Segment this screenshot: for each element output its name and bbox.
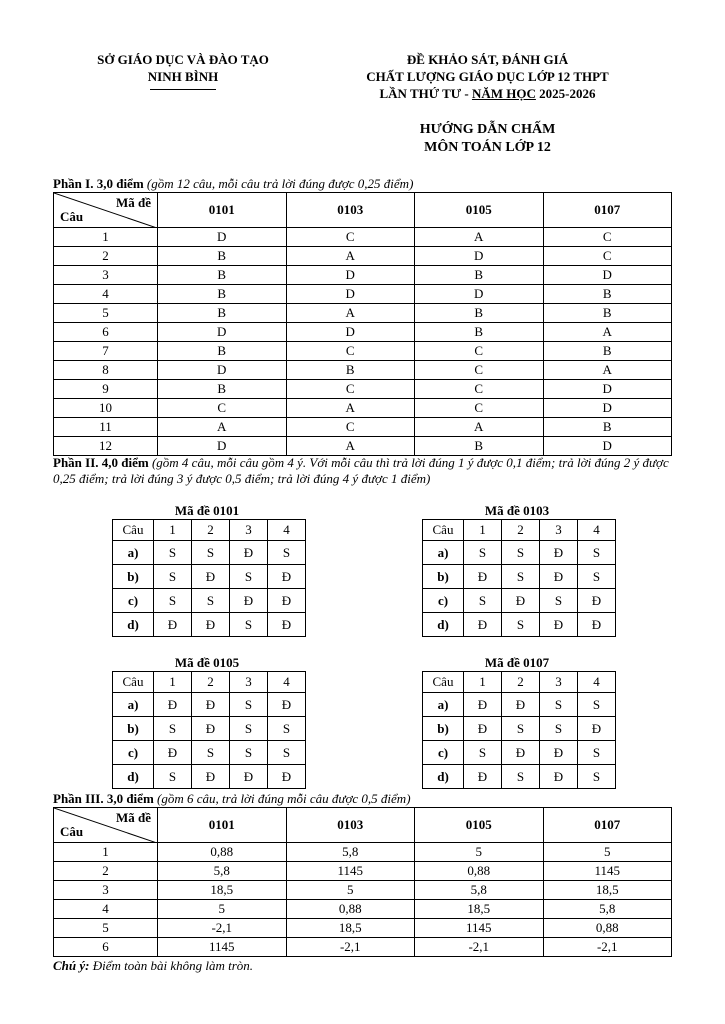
true-false-cell: S bbox=[268, 717, 306, 741]
true-false-cell: S bbox=[154, 717, 192, 741]
code-header: 0103 bbox=[286, 808, 415, 843]
answer-row bbox=[54, 418, 672, 437]
true-false-cell: S bbox=[578, 693, 616, 717]
statement-label: a) bbox=[423, 541, 464, 565]
code-corner-label: Mã đề bbox=[115, 195, 151, 210]
true-false-cell: S bbox=[502, 565, 540, 589]
column-header: Câu bbox=[113, 520, 154, 541]
answer-cell: 0,88 bbox=[286, 900, 415, 919]
answer-row bbox=[54, 843, 672, 862]
true-false-row bbox=[113, 717, 306, 741]
column-header: 3 bbox=[540, 520, 578, 541]
true-false-cell: S bbox=[578, 741, 616, 765]
column-header: 2 bbox=[502, 520, 540, 541]
true-false-cell: S bbox=[230, 613, 268, 637]
answer-cell: B bbox=[543, 418, 672, 437]
true-false-cell: Đ bbox=[540, 741, 578, 765]
true-false-cell: Đ bbox=[540, 613, 578, 637]
true-false-row bbox=[113, 589, 306, 613]
answer-cell: 18,5 bbox=[158, 881, 287, 900]
answer-cell: C bbox=[415, 342, 544, 361]
true-false-cell: Đ bbox=[540, 765, 578, 789]
column-header: 2 bbox=[502, 672, 540, 693]
answer-cell: C bbox=[286, 380, 415, 399]
answer-row bbox=[54, 900, 672, 919]
true-false-cell: S bbox=[502, 765, 540, 789]
true-false-cell: S bbox=[540, 717, 578, 741]
answer-cell: A bbox=[415, 228, 544, 247]
answer-row bbox=[54, 881, 672, 900]
statement-label: b) bbox=[113, 717, 154, 741]
statement-label: a) bbox=[113, 541, 154, 565]
true-false-cell: Đ bbox=[578, 613, 616, 637]
issuer-block bbox=[72, 51, 294, 90]
answer-row bbox=[54, 323, 672, 342]
exam-round: LẦN THỨ TƯ - bbox=[379, 86, 472, 101]
true-false-cell: Đ bbox=[230, 765, 268, 789]
exam-title-line-1: ĐỀ KHẢO SÁT, ĐÁNH GIÁ bbox=[406, 52, 569, 67]
answer-cell: D bbox=[158, 228, 287, 247]
true-false-row bbox=[113, 741, 306, 765]
answer-cell: A bbox=[286, 437, 415, 456]
true-false-cell: Đ bbox=[540, 541, 578, 565]
answer-cell: 5 bbox=[286, 881, 415, 900]
answer-cell: D bbox=[158, 361, 287, 380]
answer-cell: C bbox=[543, 228, 672, 247]
question-number: 9 bbox=[54, 380, 158, 399]
true-false-cell: Đ bbox=[154, 693, 192, 717]
true-false-cell: Đ bbox=[464, 717, 502, 741]
true-false-cell: Đ bbox=[502, 589, 540, 613]
true-false-table-0107 bbox=[422, 671, 616, 789]
true-false-cell: Đ bbox=[502, 693, 540, 717]
answer-cell: 5,8 bbox=[286, 843, 415, 862]
true-false-cell: Đ bbox=[464, 765, 502, 789]
question-number: 2 bbox=[54, 247, 158, 266]
issuer-line-1: SỞ GIÁO DỤC VÀ ĐÀO TẠO bbox=[97, 52, 269, 67]
answer-cell: D bbox=[543, 399, 672, 418]
column-header: 4 bbox=[268, 672, 306, 693]
true-false-cell: S bbox=[154, 765, 192, 789]
true-false-cell: Đ bbox=[192, 693, 230, 717]
question-number: 10 bbox=[54, 399, 158, 418]
true-false-cell: Đ bbox=[268, 589, 306, 613]
true-false-cell: S bbox=[578, 765, 616, 789]
column-header: Câu bbox=[423, 520, 464, 541]
true-false-cell: Đ bbox=[464, 693, 502, 717]
answer-cell: C bbox=[286, 228, 415, 247]
true-false-cell: Đ bbox=[578, 589, 616, 613]
answer-cell: A bbox=[543, 323, 672, 342]
question-number: 1 bbox=[54, 843, 158, 862]
true-false-cell: Đ bbox=[268, 765, 306, 789]
answer-row bbox=[54, 228, 672, 247]
column-header: Câu bbox=[423, 672, 464, 693]
statement-label: a) bbox=[113, 693, 154, 717]
part2-desc: (gồm 4 câu, mỗi câu gồm 4 ý. Với mỗi câu thì trả lời đúng 1 ý được 0,1 điểm; trả lời đúng 2 ý được 0,25 điểm; trả lời đúng 3 ý được 0,5 điểm; trả lời đúng 4 ý được 1 điểm) bbox=[53, 455, 669, 486]
mcq-table-title: Mã đề 0107 bbox=[484, 655, 550, 670]
true-false-cell: Đ bbox=[192, 717, 230, 741]
true-false-cell: S bbox=[268, 541, 306, 565]
true-false-cell: S bbox=[230, 693, 268, 717]
answer-cell: C bbox=[158, 399, 287, 418]
true-false-cell: S bbox=[464, 541, 502, 565]
statement-label: c) bbox=[423, 741, 464, 765]
true-false-row bbox=[113, 765, 306, 789]
true-false-row bbox=[423, 565, 616, 589]
answer-cell: B bbox=[543, 285, 672, 304]
question-number: 8 bbox=[54, 361, 158, 380]
true-false-cell: S bbox=[192, 541, 230, 565]
part1-desc: (gồm 12 câu, mỗi câu trả lời đúng được 0,25 điểm) bbox=[143, 176, 414, 191]
code-header: 0107 bbox=[543, 808, 672, 843]
true-false-row bbox=[423, 589, 616, 613]
answer-row bbox=[54, 862, 672, 881]
true-false-header-row bbox=[423, 520, 616, 541]
true-false-cell: S bbox=[154, 565, 192, 589]
question-corner-label: Câu bbox=[60, 824, 84, 839]
mcq-table-title: Mã đề 0103 bbox=[484, 503, 550, 518]
true-false-cell: S bbox=[464, 741, 502, 765]
code-header: 0107 bbox=[543, 193, 672, 228]
true-false-table-0105 bbox=[112, 671, 306, 789]
column-header: 1 bbox=[464, 672, 502, 693]
true-false-header-row bbox=[423, 672, 616, 693]
statement-label: d) bbox=[423, 765, 464, 789]
answer-row bbox=[54, 247, 672, 266]
footnote-text: Điểm toàn bài không làm tròn. bbox=[89, 958, 254, 973]
guide-title bbox=[320, 121, 655, 157]
answer-cell: A bbox=[286, 304, 415, 323]
column-header: 3 bbox=[230, 520, 268, 541]
statement-label: b) bbox=[423, 565, 464, 589]
question-number: 12 bbox=[54, 437, 158, 456]
answer-cell: -2,1 bbox=[415, 938, 544, 957]
answer-cell: B bbox=[543, 304, 672, 323]
answer-cell: B bbox=[415, 304, 544, 323]
column-header: 4 bbox=[268, 520, 306, 541]
statement-label: c) bbox=[423, 589, 464, 613]
true-false-row bbox=[423, 765, 616, 789]
answer-cell: A bbox=[158, 418, 287, 437]
answer-cell: C bbox=[543, 247, 672, 266]
answer-cell: A bbox=[543, 361, 672, 380]
answer-cell: 0,88 bbox=[415, 862, 544, 881]
column-header: 4 bbox=[578, 520, 616, 541]
column-header: 3 bbox=[230, 672, 268, 693]
true-false-cell: Đ bbox=[464, 613, 502, 637]
answer-cell: -2,1 bbox=[286, 938, 415, 957]
guide-title-line-2: MÔN TOÁN LỚP 12 bbox=[424, 140, 551, 155]
true-false-cell: S bbox=[154, 589, 192, 613]
answer-cell: A bbox=[286, 247, 415, 266]
true-false-cell: S bbox=[192, 589, 230, 613]
code-corner-label: Mã đề bbox=[115, 810, 151, 825]
answer-cell: C bbox=[286, 418, 415, 437]
issuer-underline bbox=[150, 89, 216, 90]
true-false-row bbox=[423, 541, 616, 565]
answer-cell: D bbox=[415, 285, 544, 304]
true-false-cell: Đ bbox=[578, 717, 616, 741]
answer-cell: 1145 bbox=[158, 938, 287, 957]
answer-cell: B bbox=[543, 342, 672, 361]
true-false-cell: Đ bbox=[502, 741, 540, 765]
answer-cell: D bbox=[543, 437, 672, 456]
true-false-cell: S bbox=[578, 541, 616, 565]
statement-label: d) bbox=[423, 613, 464, 637]
answer-cell: D bbox=[158, 323, 287, 342]
footnote-label: Chú ý: bbox=[53, 958, 90, 973]
code-header: 0103 bbox=[286, 193, 415, 228]
question-number: 6 bbox=[54, 938, 158, 957]
true-false-cell: Đ bbox=[268, 693, 306, 717]
true-false-header-row bbox=[113, 672, 306, 693]
part3-heading bbox=[53, 791, 411, 807]
answer-cell: 5 bbox=[158, 900, 287, 919]
answer-row bbox=[54, 399, 672, 418]
answer-cell: C bbox=[415, 361, 544, 380]
true-false-cell: S bbox=[230, 717, 268, 741]
answer-cell: D bbox=[158, 437, 287, 456]
exam-title-line-3 bbox=[320, 85, 655, 102]
answer-row bbox=[54, 361, 672, 380]
true-false-cell: S bbox=[464, 589, 502, 613]
code-header: 0105 bbox=[415, 808, 544, 843]
true-false-cell: Đ bbox=[230, 589, 268, 613]
true-false-header-row bbox=[113, 520, 306, 541]
statement-label: d) bbox=[113, 765, 154, 789]
true-false-row bbox=[113, 565, 306, 589]
answer-cell: D bbox=[415, 247, 544, 266]
column-header: 1 bbox=[154, 672, 192, 693]
answer-cell: 5 bbox=[415, 843, 544, 862]
answer-cell: D bbox=[286, 266, 415, 285]
true-false-cell: S bbox=[230, 565, 268, 589]
answer-cell: B bbox=[158, 304, 287, 323]
footnote bbox=[53, 958, 253, 974]
answer-cell: 1145 bbox=[543, 862, 672, 881]
answer-cell: 1145 bbox=[415, 919, 544, 938]
true-false-table-0103 bbox=[422, 519, 616, 637]
true-false-cell: S bbox=[578, 565, 616, 589]
column-header: 1 bbox=[154, 520, 192, 541]
answer-cell: 18,5 bbox=[415, 900, 544, 919]
true-false-row bbox=[423, 613, 616, 637]
statement-label: c) bbox=[113, 741, 154, 765]
code-header: 0101 bbox=[158, 193, 287, 228]
answer-cell: B bbox=[286, 361, 415, 380]
exam-title-block bbox=[320, 51, 655, 102]
part1-title: Phần I. 3,0 điểm bbox=[53, 176, 144, 191]
answer-cell: 1145 bbox=[286, 862, 415, 881]
column-header: Câu bbox=[113, 672, 154, 693]
mcq-table-title: Mã đề 0101 bbox=[174, 503, 240, 518]
true-false-cell: Đ bbox=[540, 565, 578, 589]
answer-cell: B bbox=[158, 342, 287, 361]
answer-cell: C bbox=[415, 399, 544, 418]
true-false-cell: S bbox=[268, 741, 306, 765]
answer-cell: A bbox=[286, 399, 415, 418]
true-false-cell: Đ bbox=[464, 565, 502, 589]
true-false-row bbox=[113, 613, 306, 637]
column-header: 3 bbox=[540, 672, 578, 693]
statement-label: b) bbox=[113, 565, 154, 589]
question-number: 5 bbox=[54, 919, 158, 938]
part1-corner-cell bbox=[54, 193, 158, 228]
part1-header-row bbox=[54, 193, 672, 228]
true-false-cell: Đ bbox=[268, 565, 306, 589]
true-false-cell: Đ bbox=[230, 541, 268, 565]
answer-row bbox=[54, 919, 672, 938]
part1-table bbox=[53, 192, 672, 456]
school-year: 2025-2026 bbox=[535, 86, 596, 101]
answer-row bbox=[54, 285, 672, 304]
code-header: 0105 bbox=[415, 193, 544, 228]
part3-desc: (gồm 6 câu, trả lời đúng mỗi câu được 0,5 điểm) bbox=[153, 791, 411, 806]
answer-cell: D bbox=[543, 380, 672, 399]
school-year-label: NĂM HỌC bbox=[471, 86, 536, 101]
answer-cell: B bbox=[158, 247, 287, 266]
answer-cell: 0,88 bbox=[158, 843, 287, 862]
question-number: 6 bbox=[54, 323, 158, 342]
answer-cell: B bbox=[415, 266, 544, 285]
true-false-row bbox=[423, 741, 616, 765]
exam-title-line-2: CHẤT LƯỢNG GIÁO DỤC LỚP 12 THPT bbox=[366, 69, 609, 84]
part3-header-row bbox=[54, 808, 672, 843]
statement-label: a) bbox=[423, 693, 464, 717]
answer-cell: C bbox=[286, 342, 415, 361]
question-number: 5 bbox=[54, 304, 158, 323]
question-number: 1 bbox=[54, 228, 158, 247]
answer-cell: B bbox=[415, 323, 544, 342]
guide-title-line-1: HƯỚNG DẪN CHẤM bbox=[419, 122, 556, 137]
column-header: 4 bbox=[578, 672, 616, 693]
column-header: 1 bbox=[464, 520, 502, 541]
answer-cell: 5,8 bbox=[415, 881, 544, 900]
answer-cell: -2,1 bbox=[158, 919, 287, 938]
part2-title: Phần II. 4,0 điểm bbox=[53, 455, 149, 470]
answer-cell: 5,8 bbox=[158, 862, 287, 881]
true-false-row bbox=[113, 693, 306, 717]
true-false-cell: S bbox=[540, 589, 578, 613]
question-number: 4 bbox=[54, 900, 158, 919]
true-false-cell: Đ bbox=[154, 613, 192, 637]
true-false-cell: Đ bbox=[192, 613, 230, 637]
question-number: 3 bbox=[54, 266, 158, 285]
true-false-cell: S bbox=[192, 741, 230, 765]
answer-cell: B bbox=[158, 266, 287, 285]
code-header: 0101 bbox=[158, 808, 287, 843]
part2-heading bbox=[53, 455, 673, 487]
question-number: 4 bbox=[54, 285, 158, 304]
question-number: 7 bbox=[54, 342, 158, 361]
true-false-cell: S bbox=[540, 693, 578, 717]
part3-title: Phần III. 3,0 điểm bbox=[53, 791, 154, 806]
part3-corner-cell bbox=[54, 808, 158, 843]
true-false-cell: Đ bbox=[268, 613, 306, 637]
answer-cell: 18,5 bbox=[543, 881, 672, 900]
answer-cell: B bbox=[415, 437, 544, 456]
true-false-cell: S bbox=[154, 541, 192, 565]
part1-heading bbox=[53, 176, 413, 192]
true-false-cell: S bbox=[230, 741, 268, 765]
answer-cell: B bbox=[158, 285, 287, 304]
true-false-row bbox=[423, 693, 616, 717]
question-number: 11 bbox=[54, 418, 158, 437]
question-number: 2 bbox=[54, 862, 158, 881]
answer-cell: A bbox=[415, 418, 544, 437]
answer-cell: -2,1 bbox=[543, 938, 672, 957]
true-false-cell: S bbox=[502, 541, 540, 565]
true-false-row bbox=[423, 717, 616, 741]
answer-row bbox=[54, 380, 672, 399]
column-header: 2 bbox=[192, 520, 230, 541]
answer-cell: D bbox=[543, 266, 672, 285]
true-false-cell: S bbox=[502, 717, 540, 741]
statement-label: c) bbox=[113, 589, 154, 613]
issuer-line-2: NINH BÌNH bbox=[147, 69, 219, 84]
true-false-row bbox=[113, 541, 306, 565]
answer-row bbox=[54, 938, 672, 957]
answer-cell: B bbox=[158, 380, 287, 399]
true-false-cell: Đ bbox=[154, 741, 192, 765]
true-false-cell: S bbox=[502, 613, 540, 637]
true-false-cell: Đ bbox=[192, 765, 230, 789]
answer-cell: D bbox=[286, 285, 415, 304]
answer-cell: D bbox=[286, 323, 415, 342]
column-header: 2 bbox=[192, 672, 230, 693]
answer-cell: 0,88 bbox=[543, 919, 672, 938]
answer-cell: 5,8 bbox=[543, 900, 672, 919]
true-false-table-0101 bbox=[112, 519, 306, 637]
answer-row bbox=[54, 437, 672, 456]
answer-row bbox=[54, 266, 672, 285]
answer-row bbox=[54, 304, 672, 323]
question-corner-label: Câu bbox=[60, 209, 84, 224]
statement-label: b) bbox=[423, 717, 464, 741]
answer-cell: 18,5 bbox=[286, 919, 415, 938]
answer-cell: 5 bbox=[543, 843, 672, 862]
mcq-table-title: Mã đề 0105 bbox=[174, 655, 240, 670]
answer-row bbox=[54, 342, 672, 361]
true-false-cell: Đ bbox=[192, 565, 230, 589]
answer-cell: C bbox=[415, 380, 544, 399]
question-number: 3 bbox=[54, 881, 158, 900]
part3-table bbox=[53, 807, 672, 957]
statement-label: d) bbox=[113, 613, 154, 637]
